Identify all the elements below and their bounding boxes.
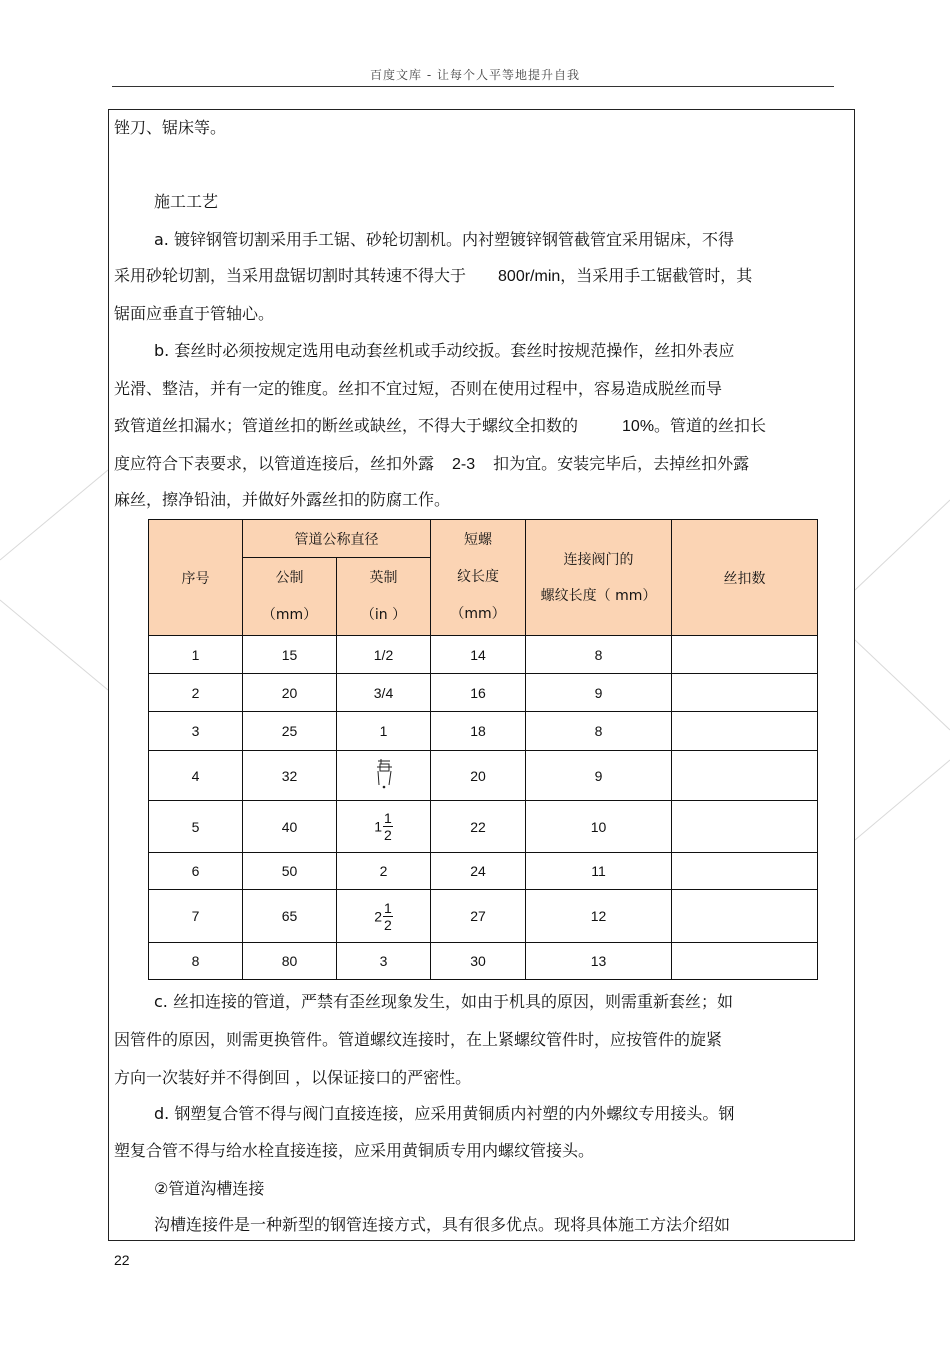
text-segment: 度应符合下表要求，以管道连接后，丝扣外露 (114, 454, 435, 473)
header-short-thread (431, 520, 526, 636)
cell-valve: 10 (526, 801, 672, 853)
cell-metric: 40 (243, 801, 337, 853)
table-row (149, 751, 818, 801)
cell-threads (672, 801, 818, 853)
cell-seq: 5 (149, 801, 243, 853)
header-text: 公制 (275, 569, 304, 586)
text-segment: 致管道丝扣漏水；管道丝扣的断丝或缺丝，不得大于螺纹全扣数的 (114, 416, 579, 435)
fraction-whole: 2 (374, 908, 382, 924)
cell-metric: 80 (243, 943, 337, 980)
text-line: d. 钢塑复合管不得与阀门直接连接，应采用黄铜质内衬塑的内外螺纹专用接头。钢 (154, 1104, 735, 1123)
table-row (149, 890, 818, 943)
text-line: b. 套丝时必须按规定选用电动套丝机或手动绞扳。套丝时按规范操作，丝扣外表应 (154, 341, 735, 360)
cell-valve: 9 (526, 751, 672, 801)
table-row (149, 853, 818, 890)
cell-valve: 8 (526, 712, 672, 751)
header-metric (243, 558, 337, 636)
cell-short: 27 (431, 890, 526, 943)
garbled-fraction-glyph (372, 757, 396, 791)
text-line (114, 266, 752, 287)
cell-metric: 15 (243, 636, 337, 674)
section-heading: 施工工艺 (154, 192, 219, 211)
cell-metric: 20 (243, 674, 337, 712)
cell-imperial: 3 (337, 943, 431, 980)
cell-imperial: 3/4 (337, 674, 431, 712)
fraction-whole: 1 (374, 818, 382, 835)
cell-threads (672, 853, 818, 890)
header-text: （mm） (261, 606, 318, 623)
cell-seq: 7 (149, 890, 243, 943)
header-divider (112, 86, 834, 87)
text-line: 沟槽连接件是一种新型的钢管连接方式，具有很多优点。现将具体施工方法介绍如 (154, 1215, 731, 1234)
cell-short: 20 (431, 751, 526, 801)
fraction-denominator: 2 (384, 916, 392, 933)
cell-short: 24 (431, 853, 526, 890)
text-line: 塑复合管不得与给水栓直接连接，应采用黄铜质专用内螺纹管接头。 (114, 1141, 595, 1160)
text-line: 锯面应垂直于管轴心。 (114, 304, 275, 323)
cell-metric: 65 (243, 890, 337, 943)
cell-short: 22 (431, 801, 526, 853)
header-text: 短螺 (464, 532, 492, 548)
fraction (383, 810, 393, 843)
header-text: 螺纹长度（ mm） (540, 587, 657, 604)
fraction (383, 900, 393, 933)
header-text: 纹长度 (457, 569, 499, 585)
cell-seq: 8 (149, 943, 243, 980)
header-text: （mm） (450, 606, 506, 622)
cell-imperial: 2 (337, 853, 431, 890)
table-row (149, 712, 818, 751)
cell-seq: 2 (149, 674, 243, 712)
percent-value: 10% (622, 418, 655, 435)
cell-valve: 8 (526, 636, 672, 674)
text-line: 麻丝，擦净铅油，并做好外露丝扣的防腐工作。 (114, 490, 451, 509)
header-text: 连接阀门的 (563, 551, 634, 568)
cell-imperial (337, 751, 431, 801)
page-number: 22 (114, 1252, 130, 1268)
cell-metric: 32 (243, 751, 337, 801)
fraction-numerator: 1 (384, 810, 392, 826)
table-row (149, 943, 818, 980)
thread-length-table (148, 519, 818, 980)
cell-seq: 4 (149, 751, 243, 801)
text-line (114, 454, 749, 475)
text-line: 因管件的原因，则需更换管件。管道螺纹连接时，在上紧螺纹管件时，应按管件的旋紧 (114, 1030, 723, 1049)
table-row (149, 801, 818, 853)
cell-short: 14 (431, 636, 526, 674)
header-text: 英制 (369, 569, 398, 586)
text-line (114, 416, 766, 437)
table-row (149, 674, 818, 712)
fraction-denominator: 2 (384, 827, 392, 843)
page-header: 百度文库 - 让每个人平等地提升自我 (370, 68, 580, 82)
cell-threads (672, 712, 818, 751)
cell-imperial: 1 (337, 712, 431, 751)
text-line: a. 镀锌钢管切割采用手工锯、砂轮切割机。内衬塑镀锌钢管截管宜采用锯床，不得 (154, 230, 734, 249)
header-seq: 序号 (149, 520, 243, 636)
cell-imperial: 1/2 (337, 636, 431, 674)
cell-threads (672, 751, 818, 801)
cell-threads (672, 890, 818, 943)
cell-seq: 6 (149, 853, 243, 890)
fraction-numerator: 1 (384, 899, 392, 916)
text-line: 锉刀、锯床等。 (114, 118, 227, 137)
cell-threads (672, 943, 818, 980)
cell-threads (672, 636, 818, 674)
cell-metric: 25 (243, 712, 337, 751)
cell-valve: 12 (526, 890, 672, 943)
speed-value: 800r/min (498, 268, 561, 285)
text-segment: 采用砂轮切割，当采用盘锯切割时其转速不得大于 (114, 266, 467, 285)
header-nominal-diameter: 管道公称直径 (243, 520, 431, 558)
text-line: c. 丝扣连接的管道，严禁有歪丝现象发生，如由于机具的原因，则需重新套丝；如 (154, 992, 733, 1011)
header-thread-count: 丝扣数 (672, 520, 818, 636)
text-segment: 。管道的丝扣长 (654, 416, 767, 435)
cell-imperial (337, 801, 431, 853)
section-heading: ②管道沟槽连接 (154, 1179, 265, 1198)
cell-imperial (337, 890, 431, 943)
cell-valve: 13 (526, 943, 672, 980)
cell-threads (672, 674, 818, 712)
text-line: 光滑、整洁，并有一定的锥度。丝扣不宜过短，否则在使用过程中，容易造成脱丝而导 (114, 379, 723, 398)
table-row (149, 636, 818, 674)
header-imperial (337, 558, 431, 636)
cell-short: 18 (431, 712, 526, 751)
cell-seq: 1 (149, 636, 243, 674)
cell-valve: 11 (526, 853, 672, 890)
cell-metric: 50 (243, 853, 337, 890)
header-valve-thread (526, 520, 672, 636)
cell-seq: 3 (149, 712, 243, 751)
cell-valve: 9 (526, 674, 672, 712)
cell-short: 16 (431, 674, 526, 712)
header-text: （in ） (360, 606, 407, 623)
text-segment: 扣为宜。安装完毕后，去掉丝扣外露 (493, 454, 750, 473)
thread-count-value: 2-3 (452, 456, 476, 473)
text-segment: ，当采用手工锯截管时，其 (560, 266, 753, 285)
text-line: 方向一次装好并不得倒回 ，以保证接口的严密性。 (114, 1068, 472, 1087)
cell-short: 30 (431, 943, 526, 980)
